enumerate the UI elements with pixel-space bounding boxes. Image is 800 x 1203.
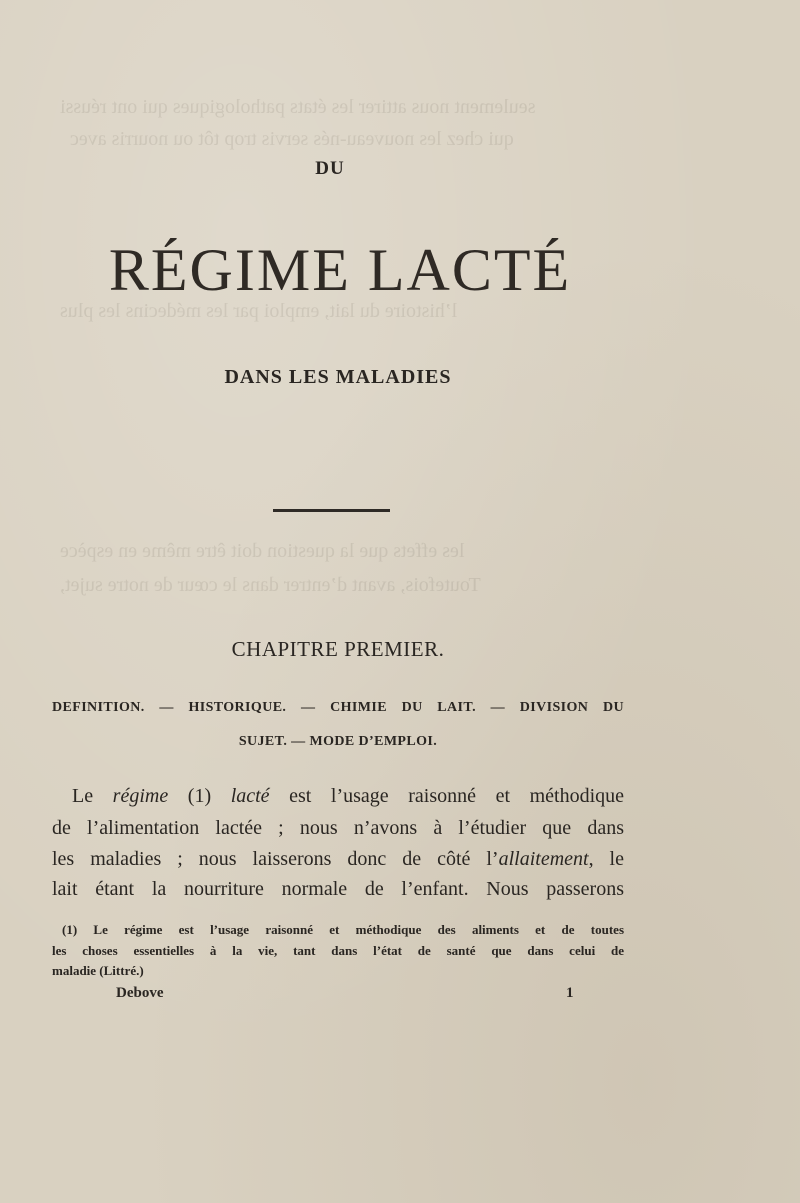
page-subtitle: DANS LES MALADIES — [224, 366, 452, 388]
body-line-2: de l’alimentation lactée ; nous n’avons à l’étudier que dans — [52, 817, 624, 839]
signature-mark: Debove — [116, 985, 164, 1001]
chapter-summary-line-2: SUJET. — MODE D’EMPLOI. — [238, 734, 438, 749]
show-through-text: seulement nous attirer les états pathologiques qui ont réussi — [60, 96, 536, 118]
body-text: est l’usage raisonné et méthodique — [269, 785, 624, 807]
show-through-text: les effets que la question doit être même en espèce — [60, 540, 465, 562]
body-text: , le — [588, 848, 624, 870]
footnote-line-1: (1) Le régime est l’usage raisonné et méthodique des aliments et de toutes — [62, 922, 624, 937]
chapter-title: CHAPITRE PREMIER. — [231, 637, 445, 661]
body-line-3 — [52, 847, 624, 871]
divider-rule — [273, 509, 390, 512]
heading-du: DU — [315, 158, 345, 179]
body-text: Le — [72, 785, 113, 807]
chapter-summary-line-1: DEFINITION. — HISTORIQUE. — CHIMIE DU LAIT. — DIVISION DU — [52, 700, 624, 715]
footnote-ref: (1) — [168, 785, 231, 807]
body-italic-text: lacté — [230, 785, 270, 807]
page-number: 1 — [566, 985, 574, 1001]
show-through-text: qui chez les nouveau-nés servis trop tôt ou nourris avec — [70, 128, 514, 150]
body-text: les maladies ; nous laisserons donc de côté l’ — [52, 848, 499, 870]
footnote-line-2: les choses essentielles à la vie, tant dans l’état de santé que dans celui de — [52, 943, 624, 958]
body-line-1 — [72, 784, 624, 808]
page-title: RÉGIME LACTÉ — [108, 237, 572, 303]
footnote-line-3: maladie (Littré.) — [52, 963, 144, 978]
show-through-text: l’histoire du lait, emploi par les médecins les plus — [60, 300, 458, 322]
body-italic-text: régime — [112, 785, 169, 807]
show-through-text: Toutefois, avant d’entrer dans le cœur de notre sujet, — [60, 574, 481, 596]
body-italic-text: allaitement — [498, 848, 589, 870]
body-line-4: lait étant la nourriture normale de l’enfant. Nous passerons — [52, 878, 624, 900]
